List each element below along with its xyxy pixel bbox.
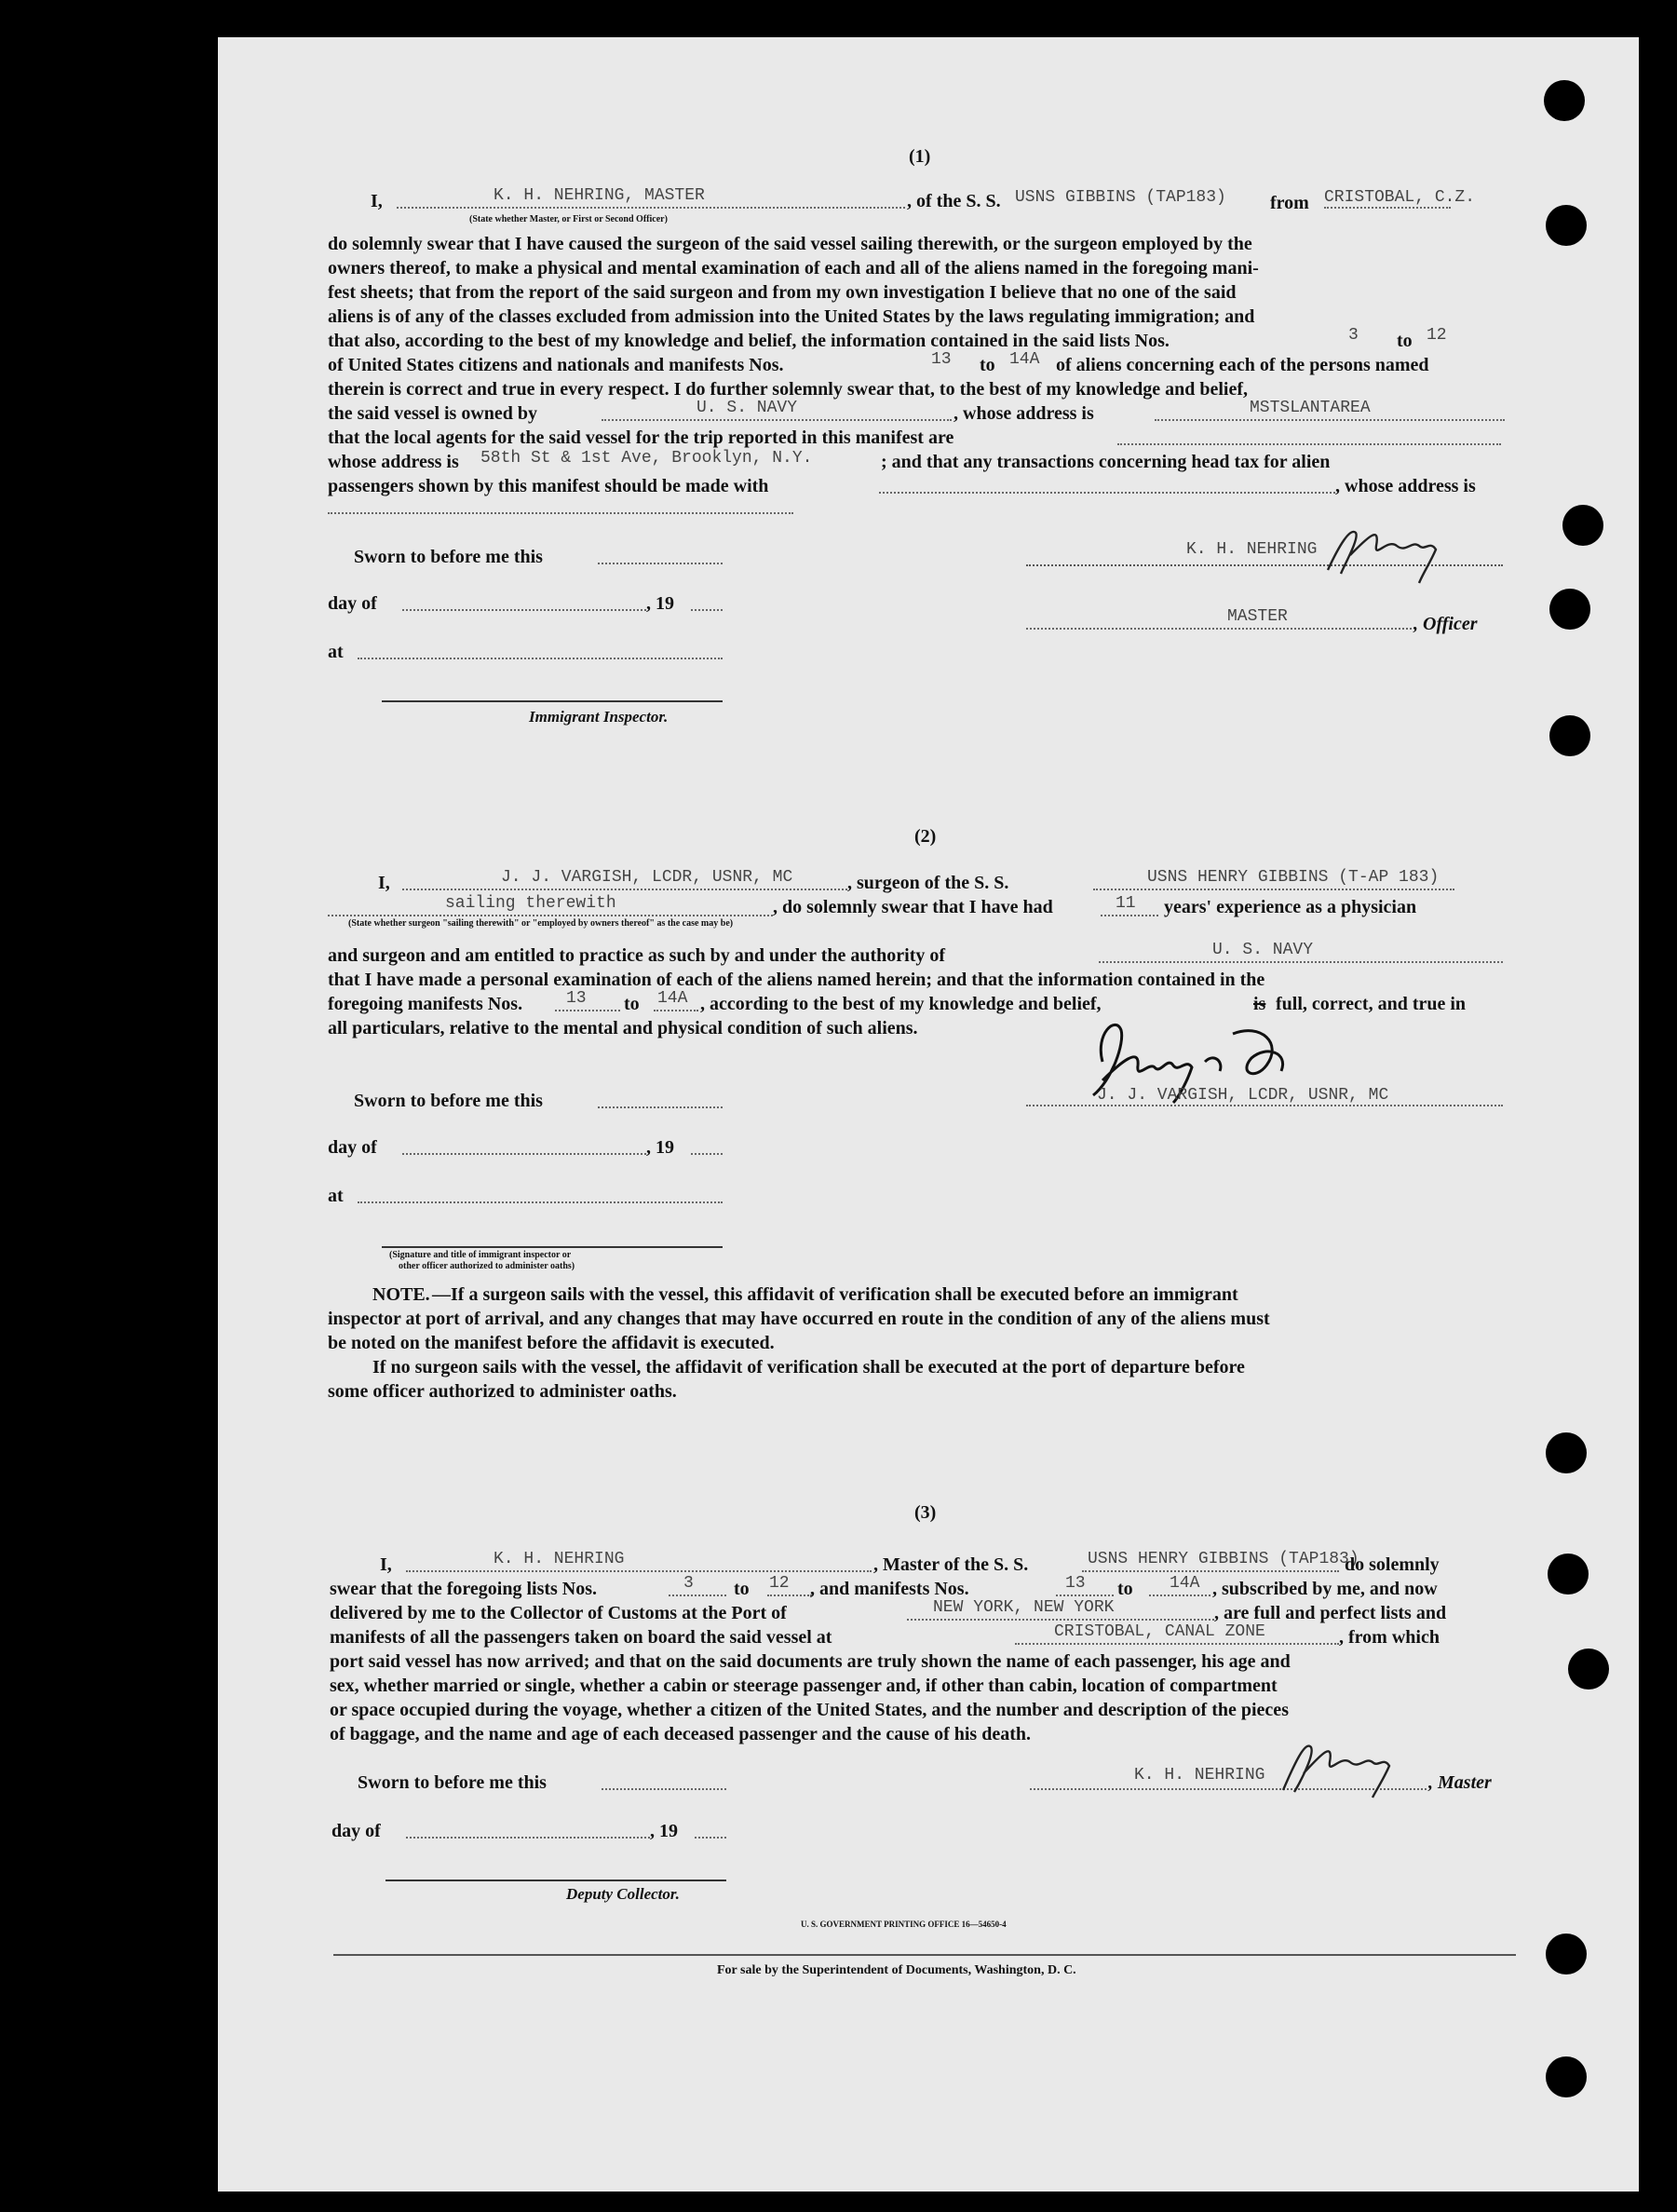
aff2-surgeon-of: , surgeon of the S. S. [847, 873, 1009, 893]
aff1-i: I, [371, 191, 383, 211]
aff2-sig-note-2: other officer authorized to administer oaths) [399, 1261, 575, 1271]
aff1-agents: that the local agents for the said vessel for the trip reported in this manifest are [328, 427, 954, 448]
gpo-imprint: U. S. GOVERNMENT PRINTING OFFICE 16—54650-4 [801, 1920, 1007, 1929]
aff1-whose-address-is: whose address is [328, 452, 459, 472]
aff3-port: NEW YORK, NEW YORK [933, 1598, 1115, 1617]
aff1-lists-from: 3 [1348, 326, 1359, 345]
aff2-nineteen: , 19 [646, 1137, 674, 1158]
aff1-body-line-5: that also, according to the best of my knowledge and belief, the information contained in the said lists Nos. [328, 331, 1170, 351]
aff2-authority-val: U. S. NAVY [1212, 941, 1314, 959]
aff3-and-manifests: , and manifests Nos. [810, 1579, 969, 1599]
aff3-do-swear: do solemnly [1345, 1554, 1440, 1575]
aff3-to-2: to [1117, 1579, 1133, 1599]
aff1-to-1: to [1397, 331, 1413, 351]
aff3-from-which: , from which [1339, 1627, 1440, 1648]
aff3-body-line-4: of baggage, and the name and age of each deceased passenger and the cause of his death. [330, 1724, 1031, 1744]
aff1-lists-to: 12 [1427, 326, 1447, 345]
aff3-swear-lists: swear that the foregoing lists Nos. [330, 1579, 598, 1599]
aff3-master-label: , Master [1428, 1772, 1492, 1793]
aff1-whose-address: , whose address is [953, 403, 1094, 424]
aff1-master-name: K. H. NEHRING, MASTER [494, 186, 705, 205]
aff3-master-name: K. H. NEHRING [494, 1550, 625, 1568]
aff2-to: to [624, 994, 640, 1014]
aff3-body-line-1: port said vessel has now arrived; and that on the said documents are truly shown the name of each passenger, his age and [330, 1651, 1291, 1672]
binder-hole [1548, 1554, 1589, 1595]
aff1-officer: , Officer [1413, 614, 1478, 634]
aff1-signer: K. H. NEHRING [1186, 540, 1318, 559]
aff3-manifests-of: manifests of all the passengers taken on board the said vessel at [330, 1627, 832, 1648]
aff1-agent-address: 58th St & 1st Ave, Brooklyn, N.Y. [480, 449, 813, 468]
aff3-body-line-2: sex, whether married or single, whether a cabin or steerage passenger and, if other than cabin, location of compartment [330, 1676, 1278, 1696]
aff3-day-of: day of [331, 1821, 381, 1841]
aff2-swear-had: , do solemnly swear that I have had [773, 897, 1053, 917]
aff1-body-line-2: owners thereof, to make a physical and mental examination of each and all of the aliens named in the foregoing mani- [328, 258, 1259, 278]
aff2-man-from: 13 [566, 989, 587, 1008]
aff2-authority: and surgeon and am entitled to practice as such by and under the authority of [328, 945, 946, 966]
signature-nehring-2 [1274, 1732, 1395, 1799]
aff1-man-from: 13 [931, 350, 952, 369]
aff3-full-lists: , are full and perfect lists and [1214, 1603, 1447, 1623]
aff3-lists-to: 12 [769, 1574, 790, 1593]
aff1-man-to: 14A [1009, 350, 1040, 369]
binder-hole [1546, 205, 1587, 246]
aff1-nineteen: , 19 [646, 593, 674, 614]
aff2-years: 11 [1116, 894, 1136, 913]
affidavit-2-number: (2) [914, 826, 937, 847]
binder-hole [1549, 589, 1590, 630]
aff2-years-text: years' experience as a physician [1164, 897, 1417, 917]
aff3-subscribed: , subscribed by me, and now [1212, 1579, 1438, 1599]
aff2-i: I, [378, 873, 390, 893]
aff2-surgeon-name: J. J. VARGISH, LCDR, USNR, MC [501, 868, 793, 887]
aff3-nineteen: , 19 [650, 1821, 678, 1841]
aff1-usc-line-a: of United States citizens and nationals and manifests Nos. [328, 355, 784, 375]
aff2-particulars: all particulars, relative to the mental and physical condition of such aliens. [328, 1018, 918, 1038]
aff2-ship: USNS HENRY GIBBINS (T-AP 183) [1147, 868, 1440, 887]
aff2-state-note: (State whether surgeon "sailing therewith" or "employed by owners thereof" as the case may be) [348, 918, 734, 929]
signature-nehring-1 [1322, 518, 1445, 585]
aff1-of-ss: , of the S. S. [907, 191, 1001, 211]
binder-hole [1546, 1432, 1587, 1473]
aff1-owned-by: the said vessel is owned by [328, 403, 538, 424]
binder-hole [1568, 1649, 1609, 1690]
aff3-master-of: , Master of the S. S. [873, 1554, 1029, 1575]
aff2-full: full, correct, and true in [1276, 994, 1467, 1014]
aff3-delivered: delivered by me to the Collector of Customs at the Port of [330, 1603, 787, 1623]
sale-notice: For sale by the Superintendent of Documents, Washington, D. C. [717, 1963, 1076, 1977]
aff2-sailing: sailing therewith [445, 894, 616, 913]
aff1-ship: USNS GIBBINS (TAP183) [1015, 188, 1226, 207]
aff1-day-of: day of [328, 593, 377, 614]
aff2-day-of: day of [328, 1137, 377, 1158]
aff2-sworn: Sworn to before me this [354, 1091, 543, 1111]
note-line-4: If no surgeon sails with the vessel, the affidavit of verification shall be executed at the port of departure before [372, 1357, 1245, 1377]
aff1-title: MASTER [1227, 607, 1288, 626]
aff1-sworn: Sworn to before me this [354, 547, 543, 567]
aff1-usc-line-b: of aliens concerning each of the persons named [1056, 355, 1429, 375]
binder-hole [1562, 505, 1603, 546]
aff2-exam: that I have made a personal examination of each of the aliens named herein; and that the information contained in the [328, 970, 1265, 990]
aff1-inspector: Immigrant Inspector. [529, 708, 669, 726]
aff2-signer: J. J. VARGISH, LCDR, USNR, MC [1097, 1086, 1389, 1105]
note-line-1: —If a surgeon sails with the vessel, this affidavit of verification shall be executed before an immigrant [432, 1284, 1238, 1305]
aff2-struck: is [1253, 994, 1266, 1014]
aff2-foregoing: foregoing manifests Nos. [328, 994, 523, 1014]
aff1-to-2: to [980, 355, 995, 375]
aff1-state-note: (State whether Master, or First or Second Officer) [469, 214, 668, 224]
affidavit-1-number: (1) [909, 146, 931, 167]
aff1-owner: U. S. NAVY [696, 399, 798, 417]
aff1-correct-line: therein is correct and true in every respect. I do further solemnly swear that, to the best of my knowledge and belief, [328, 379, 1249, 400]
aff3-man-from: 13 [1065, 1574, 1086, 1593]
note-label: NOTE. [372, 1284, 430, 1305]
aff1-body-line-3: fest sheets; that from the report of the said surgeon and from my own investigation I believe that no one of the said [328, 282, 1237, 303]
aff2-best: , according to the best of my knowledge and belief, [700, 994, 1102, 1014]
document-page [218, 37, 1639, 2192]
aff2-at: at [328, 1186, 344, 1206]
aff3-i: I, [380, 1554, 392, 1575]
aff2-sig-note-1: (Signature and title of immigrant inspector or [389, 1250, 572, 1260]
aff3-body-line-3: or space occupied during the voyage, whether a citizen of the United States, and the number and description of the pieces [330, 1700, 1289, 1720]
note-line-5: some officer authorized to administer oaths. [328, 1381, 677, 1402]
affidavit-3-number: (3) [914, 1502, 937, 1523]
aff1-owner-address: MSTSLANTAREA [1250, 399, 1371, 417]
aff3-signer: K. H. NEHRING [1134, 1766, 1265, 1785]
aff3-lists-from: 3 [683, 1574, 694, 1593]
aff3-deputy: Deputy Collector. [566, 1885, 680, 1903]
aff1-passengers: passengers shown by this manifest should be made with [328, 476, 769, 496]
aff1-body-line-4: aliens is of any of the classes excluded from admission into the United States by the laws regulating immigration; and [328, 306, 1255, 327]
aff3-ship: USNS HENRY GIBBINS (TAP183) [1088, 1550, 1359, 1568]
binder-hole [1546, 2056, 1587, 2097]
binder-hole [1544, 80, 1585, 121]
note-line-2: inspector at port of arrival, and any changes that may have occurred en route in the condition of any of the aliens must [328, 1309, 1270, 1329]
aff2-man-to: 14A [657, 989, 688, 1008]
aff3-to-1: to [734, 1579, 750, 1599]
binder-hole [1546, 1934, 1587, 1975]
aff1-from: from [1270, 193, 1309, 213]
aff1-at: at [328, 642, 344, 662]
aff1-whose-address-end: , whose address is [1335, 476, 1476, 496]
aff1-transactions: ; and that any transactions concerning head tax for alien [881, 452, 1331, 472]
aff3-sworn: Sworn to before me this [358, 1772, 547, 1793]
aff3-origin: CRISTOBAL, CANAL ZONE [1054, 1622, 1265, 1641]
aff3-man-to: 14A [1170, 1574, 1200, 1593]
binder-hole [1549, 715, 1590, 756]
note-line-3: be noted on the manifest before the affidavit is executed. [328, 1333, 775, 1353]
aff1-port: CRISTOBAL, C.Z. [1324, 188, 1476, 207]
aff1-body-line-1: do solemnly swear that I have caused the surgeon of the said vessel sailing therewith, or the surgeon employed by the [328, 234, 1252, 254]
